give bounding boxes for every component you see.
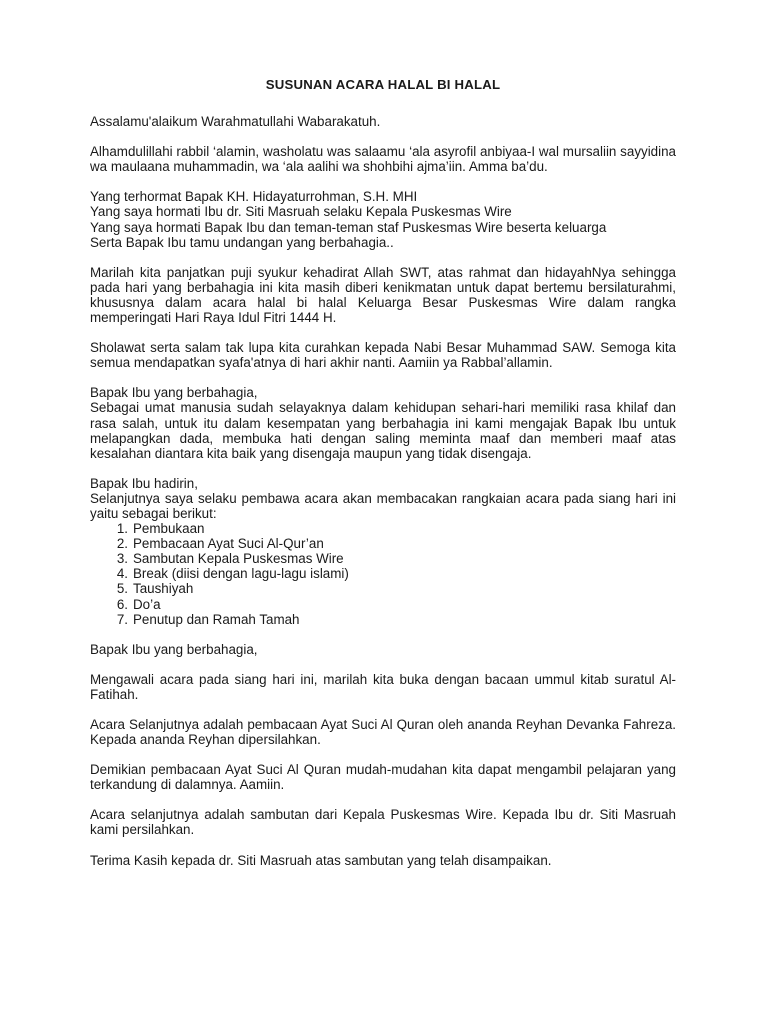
agenda-number: 5. [116, 581, 128, 597]
respect-line-1: Yang terhormat Bapak KH. Hidayaturrohman, S.H. MHI [90, 189, 418, 205]
agenda-number: 1. [116, 521, 128, 537]
agenda-item [116, 521, 676, 537]
respect-line-2: Yang saya hormati Ibu dr. Siti Masruah selaku Kepala Puskesmas Wire [90, 204, 512, 220]
respects-paragraph [90, 189, 676, 249]
agenda-number: 4. [116, 566, 128, 582]
agenda-text: Sambutan Kepala Puskesmas Wire [133, 551, 344, 567]
agenda-item [116, 596, 676, 612]
document-title: SUSUNAN ACARA HALAL BI HALAL [265, 77, 501, 92]
fatihah-paragraph: Mengawali acara pada siang hari ini, marilah kita buka dengan bacaan ummul kitab suratul Al-Fatihah. [90, 671, 676, 702]
agenda-number: 3. [116, 551, 128, 567]
document-body [90, 77, 676, 883]
agenda-text: Penutup dan Ramah Tamah [133, 611, 300, 627]
sambutan-paragraph: Acara selanjutnya adalah sambutan dari Kepala Puskesmas Wire. Kepada Ibu dr. Siti Masruah kami persilahkan. [90, 807, 676, 838]
agenda-item [116, 566, 676, 582]
agenda-intro: Selanjutnya saya selaku pembawa acara akan membacakan rangkaian acara pada siang hari ini yaitu sebagai berikut: [90, 490, 676, 521]
agenda-text: Taushiyah [133, 581, 194, 597]
address-line-2: Bapak Ibu hadirin, [90, 475, 198, 491]
address-line-1: Bapak Ibu yang berbahagia, [90, 385, 258, 401]
agenda-list [90, 521, 676, 627]
agenda-text: Do’a [133, 596, 161, 612]
respect-line-4: Serta Bapak Ibu tamu undangan yang berbahagia.. [90, 234, 394, 250]
agenda-number: 7. [116, 611, 128, 627]
agenda-text: Break (diisi dengan lagu-lagu islami) [133, 566, 349, 582]
gratitude-paragraph: Marilah kita panjatkan puji syukur kehadirat Allah SWT, atas rahmat dan hidayahNya sehingga pada hari yang berbahagia ini kita masih diberi kenikmatan untuk dapat bertemu bersilaturahmi, khususnya dalam acara halal bi halal Keluarga Besar Puskesmas Wire dalam rangka memperingati Hari Raya Idul Fitri 1444 H. [90, 264, 676, 326]
sholawat-paragraph: Sholawat serta salam tak lupa kita curahkan kepada Nabi Besar Muhammad SAW. Semoga kita semua mendapatkan syafa'atnya di hari akhir nanti. Aamiin ya Rabbal’allamin. [90, 340, 676, 371]
agenda-item [116, 611, 676, 627]
forgiveness-paragraph: Sebagai umat manusia sudah selayaknya dalam kehidupan sehari-hari memiliki rasa khilaf dan rasa salah, untuk itu dalam kesempatan yang berbahagia ini kami mengajak Bapak Ibu untuk melapangkan dada, membuka hati dengan saling meminta maaf dan memberi maaf atas kesalahan diantara kita baik yang disengaja maupun yang tidak disengaja. [90, 400, 676, 461]
agenda-number: 6. [116, 596, 128, 612]
address-line-3: Bapak Ibu yang berbahagia, [90, 641, 258, 657]
agenda-item [116, 581, 676, 597]
agenda-item [116, 551, 676, 567]
hope-paragraph: Demikian pembacaan Ayat Suci Al Quran mudah-mudahan kita dapat mengambil pelajaran yang terkandung di dalamnya. Aamiin. [90, 762, 676, 793]
agenda-text: Pembukaan [133, 521, 205, 537]
agenda-number: 2. [116, 536, 128, 552]
opening-paragraph: Alhamdulillahi rabbil ‘alamin, washolatu was salaamu ‘ala asyrofil anbiyaa-I wal mursaliin sayyidina wa maulaana muhammadin, wa ‘ala aalihi wa shohbihi ajma’iin. Amma ba’du. [90, 144, 676, 175]
respect-line-3: Yang saya hormati Bapak Ibu dan teman-teman staf Puskesmas Wire beserta keluarga [90, 219, 607, 235]
thanks-paragraph: Terima Kasih kepada dr. Siti Masruah atas sambutan yang telah disampaikan. [90, 852, 552, 868]
greeting: Assalamu'alaikum Warahmatullahi Wabarakatuh. [90, 114, 381, 130]
agenda-item [116, 536, 676, 552]
agenda-text: Pembacaan Ayat Suci Al-Qur’an [133, 536, 324, 552]
quran-paragraph: Acara Selanjutnya adalah pembacaan Ayat Suci Al Quran oleh ananda Reyhan Devanka Fahreza. Kepada ananda Reyhan dipersilahkan. [90, 717, 676, 748]
